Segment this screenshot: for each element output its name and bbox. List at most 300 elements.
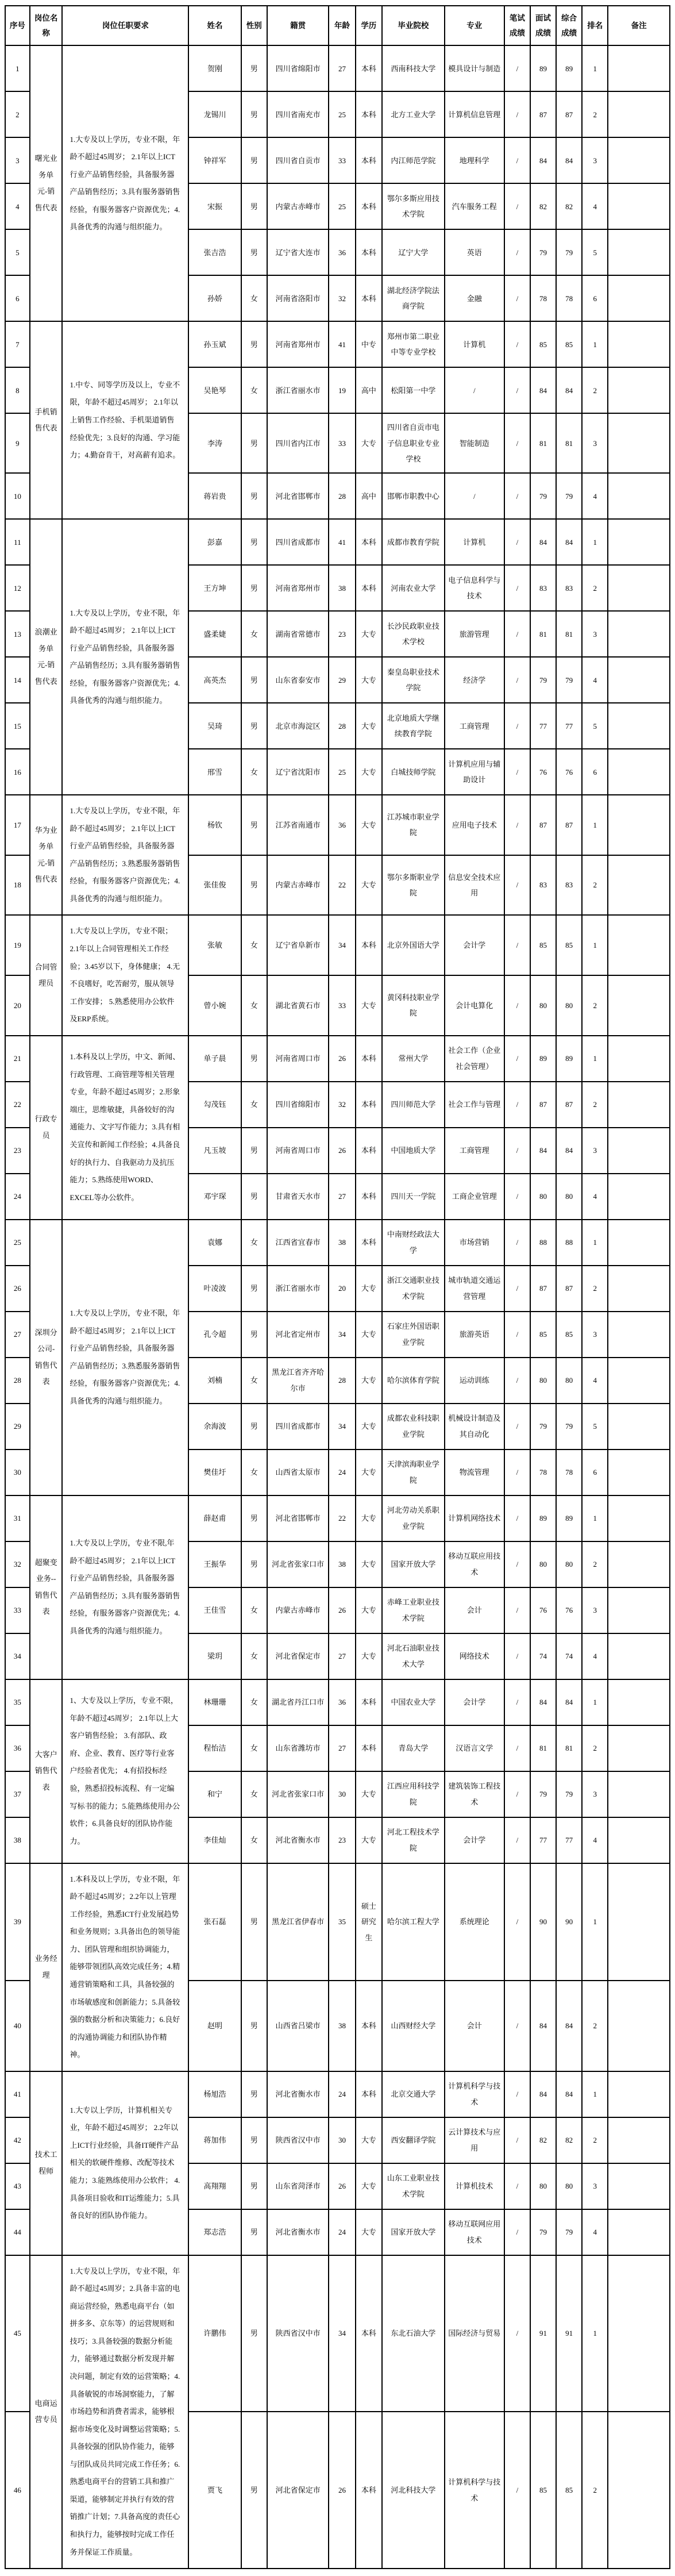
cell-name: 孔令超 — [188, 1312, 241, 1358]
cell-education: 大专 — [356, 413, 382, 473]
recruitment-results-table — [5, 5, 670, 2569]
cell-note — [608, 1679, 670, 1725]
cell-age: 28 — [329, 473, 355, 519]
cell-major: 工商管理 — [445, 1128, 504, 1174]
cell-school: 赤峰工业职业技术学院 — [382, 1587, 445, 1633]
cell-hometown: 湖北省黄石市 — [267, 975, 329, 1036]
cell-written-score: / — [504, 367, 530, 413]
cell-gender: 男 — [241, 1541, 267, 1587]
cell-rank: 2 — [582, 1082, 608, 1128]
cell-education: 本科 — [356, 1036, 382, 1082]
cell-rank: 4 — [582, 1174, 608, 1220]
cell-age: 26 — [329, 2163, 355, 2209]
cell-written-score: / — [504, 749, 530, 795]
cell-overall-score: 77 — [556, 703, 582, 749]
cell-no: 35 — [5, 1679, 30, 1725]
cell-school: 天津滨海职业学院 — [382, 1450, 445, 1495]
cell-age: 29 — [329, 657, 355, 703]
cell-age: 32 — [329, 275, 355, 321]
cell-age: 38 — [329, 1220, 355, 1266]
cell-school: 哈尔滨工程大学 — [382, 1863, 445, 1981]
cell-name: 钟祥军 — [188, 137, 241, 183]
cell-major: 物流管理 — [445, 1450, 504, 1495]
cell-education: 本科 — [356, 229, 382, 275]
cell-overall-score: 87 — [556, 795, 582, 855]
cell-interview-score: 76 — [530, 749, 556, 795]
cell-age: 34 — [329, 2255, 355, 2412]
cell-written-score: / — [504, 975, 530, 1036]
cell-rank: 3 — [582, 1771, 608, 1817]
cell-overall-score: 78 — [556, 1450, 582, 1495]
cell-education: 大专 — [356, 749, 382, 795]
cell-interview-score: 79 — [530, 657, 556, 703]
cell-interview-score: 84 — [530, 367, 556, 413]
cell-rank: 5 — [582, 229, 608, 275]
cell-education: 大专 — [356, 1771, 382, 1817]
cell-hometown: 北京市海淀区 — [267, 703, 329, 749]
cell-major: 计算机 — [445, 519, 504, 565]
cell-name: 宋振 — [188, 183, 241, 229]
cell-rank: 2 — [582, 91, 608, 137]
cell-no: 34 — [5, 1633, 30, 1679]
cell-education: 本科 — [356, 1725, 382, 1771]
cell-written-score: / — [504, 1541, 530, 1587]
cell-school: 山西财经大学 — [382, 1981, 445, 2071]
cell-education: 本科 — [356, 1174, 382, 1220]
cell-age: 28 — [329, 1358, 355, 1404]
cell-gender: 女 — [241, 1587, 267, 1633]
cell-hometown: 甘肃省天水市 — [267, 1174, 329, 1220]
cell-gender: 男 — [241, 1266, 267, 1312]
cell-interview-score: 79 — [530, 229, 556, 275]
cell-major: 工商企业管理 — [445, 1174, 504, 1220]
cell-name: 薛赵甫 — [188, 1495, 241, 1541]
cell-rank: 1 — [582, 1036, 608, 1082]
column-header: 备注 — [608, 6, 670, 45]
cell-hometown: 河北省张家口市 — [267, 1771, 329, 1817]
cell-overall-score: 78 — [556, 275, 582, 321]
cell-position: 合同管理员 — [30, 915, 63, 1035]
cell-major: / — [445, 473, 504, 519]
cell-major: 旅游管理 — [445, 611, 504, 657]
cell-note — [608, 1128, 670, 1174]
cell-name: 王佳雪 — [188, 1587, 241, 1633]
cell-major: 英语 — [445, 229, 504, 275]
cell-name: 盛柔婕 — [188, 611, 241, 657]
cell-overall-score: 85 — [556, 321, 582, 367]
cell-gender: 女 — [241, 275, 267, 321]
cell-note — [608, 1863, 670, 1981]
cell-note — [608, 1312, 670, 1358]
cell-education: 本科 — [356, 1220, 382, 1266]
cell-school: 河北工程技术学院 — [382, 1817, 445, 1863]
table-row — [5, 2255, 670, 2412]
cell-education: 大专 — [356, 1312, 382, 1358]
cell-rank: 2 — [582, 1981, 608, 2071]
cell-note — [608, 2209, 670, 2255]
cell-written-score: / — [504, 1358, 530, 1404]
cell-note — [608, 413, 670, 473]
cell-school: 江苏城市职业学院 — [382, 795, 445, 855]
column-header: 专业 — [445, 6, 504, 45]
cell-education: 本科 — [356, 45, 382, 91]
cell-gender: 男 — [241, 1128, 267, 1174]
column-header: 年龄 — [329, 6, 355, 45]
cell-age: 33 — [329, 137, 355, 183]
cell-major: 经济学 — [445, 657, 504, 703]
cell-written-score: / — [504, 183, 530, 229]
cell-interview-score: 88 — [530, 1220, 556, 1266]
cell-name: 孙玉斌 — [188, 321, 241, 367]
cell-school: 北京外国语大学 — [382, 915, 445, 975]
cell-interview-score: 82 — [530, 2117, 556, 2163]
cell-overall-score: 87 — [556, 91, 582, 137]
cell-education: 本科 — [356, 137, 382, 183]
cell-name: 单子晨 — [188, 1036, 241, 1082]
cell-rank: 1 — [582, 1679, 608, 1725]
cell-education: 大专 — [356, 703, 382, 749]
cell-school: 西南科技大学 — [382, 45, 445, 91]
cell-interview-score: 80 — [530, 1358, 556, 1404]
cell-written-score: / — [504, 1174, 530, 1220]
table-row — [5, 795, 670, 855]
cell-hometown: 湖南省常德市 — [267, 611, 329, 657]
cell-note — [608, 975, 670, 1036]
cell-no: 19 — [5, 915, 30, 975]
cell-note — [608, 2117, 670, 2163]
cell-no: 28 — [5, 1358, 30, 1404]
cell-name: 杨旭浩 — [188, 2071, 241, 2117]
cell-education: 本科 — [356, 91, 382, 137]
cell-age: 34 — [329, 1312, 355, 1358]
cell-interview-score: 74 — [530, 1633, 556, 1679]
cell-written-score: / — [504, 1220, 530, 1266]
cell-position: 华为业务单元-销售代表 — [30, 795, 63, 915]
cell-written-score: / — [504, 2117, 530, 2163]
cell-education: 高中 — [356, 367, 382, 413]
cell-name: 杨钦 — [188, 795, 241, 855]
cell-gender: 男 — [241, 473, 267, 519]
cell-overall-score: 74 — [556, 1633, 582, 1679]
cell-note — [608, 1082, 670, 1128]
cell-overall-score: 85 — [556, 1312, 582, 1358]
cell-written-score: / — [504, 1404, 530, 1450]
cell-note — [608, 915, 670, 975]
cell-major: 国际经济与贸易 — [445, 2255, 504, 2412]
cell-school: 山东工业职业技术学院 — [382, 2163, 445, 2209]
cell-major: 移动互联应用技术 — [445, 1541, 504, 1587]
cell-name: 龙锡川 — [188, 91, 241, 137]
cell-major: 社会工作（企业社会管理） — [445, 1036, 504, 1082]
cell-position: 浪潮业务单元-销售代表 — [30, 519, 63, 795]
cell-overall-score: 80 — [556, 1541, 582, 1587]
cell-name: 彭嘉 — [188, 519, 241, 565]
cell-written-score: / — [504, 1981, 530, 2071]
cell-no: 6 — [5, 275, 30, 321]
cell-note — [608, 137, 670, 183]
column-header: 姓名 — [188, 6, 241, 45]
cell-gender: 女 — [241, 367, 267, 413]
cell-note — [608, 749, 670, 795]
cell-hometown: 河南省郑州市 — [267, 321, 329, 367]
cell-education: 大专 — [356, 2163, 382, 2209]
cell-school: 浙江交通职业技术学院 — [382, 1266, 445, 1312]
cell-age: 25 — [329, 91, 355, 137]
table-row — [5, 1220, 670, 1266]
column-header: 性别 — [241, 6, 267, 45]
cell-education: 大专 — [356, 795, 382, 855]
cell-no: 5 — [5, 229, 30, 275]
cell-school: 长沙民政职业技术学校 — [382, 611, 445, 657]
cell-major: 计算机应用与辅助设计 — [445, 749, 504, 795]
cell-age: 27 — [329, 1633, 355, 1679]
cell-interview-score: 84 — [530, 1679, 556, 1725]
cell-note — [608, 1358, 670, 1404]
cell-rank: 6 — [582, 275, 608, 321]
cell-overall-score: 89 — [556, 45, 582, 91]
cell-no: 45 — [5, 2255, 30, 2412]
table-row — [5, 321, 670, 367]
cell-hometown: 河南省周口市 — [267, 1128, 329, 1174]
cell-school: 四川天一学院 — [382, 1174, 445, 1220]
cell-name: 郑志浩 — [188, 2209, 241, 2255]
cell-major: 机械设计制造及其自动化 — [445, 1404, 504, 1450]
cell-hometown: 四川省成都市 — [267, 519, 329, 565]
cell-major: 会计学 — [445, 1679, 504, 1725]
cell-gender: 男 — [241, 1495, 267, 1541]
cell-rank: 1 — [582, 1495, 608, 1541]
cell-gender: 男 — [241, 2117, 267, 2163]
cell-name: 蒋加伟 — [188, 2117, 241, 2163]
cell-name: 樊佳圩 — [188, 1450, 241, 1495]
cell-major: 会计 — [445, 1981, 504, 2071]
cell-overall-score: 85 — [556, 915, 582, 975]
cell-age: 26 — [329, 1587, 355, 1633]
cell-written-score: / — [504, 1863, 530, 1981]
cell-rank: 2 — [582, 1725, 608, 1771]
cell-position: 手机销售代表 — [30, 321, 63, 519]
cell-name: 梁玥 — [188, 1633, 241, 1679]
table-row — [5, 1036, 670, 1082]
cell-note — [608, 1541, 670, 1587]
cell-position: 曙光业务单元-销售代表 — [30, 45, 63, 321]
cell-school: 四川省自贡市电子信息职业专业学校 — [382, 413, 445, 473]
cell-major: 金融 — [445, 275, 504, 321]
cell-name: 王方坤 — [188, 565, 241, 611]
cell-rank: 2 — [582, 565, 608, 611]
cell-written-score: / — [504, 1036, 530, 1082]
cell-overall-score: 81 — [556, 611, 582, 657]
cell-no: 30 — [5, 1450, 30, 1495]
cell-gender: 男 — [241, 519, 267, 565]
cell-requirements: 1.本科及以上学历，专业不限，年龄不超过45周岁；2.2年以上管理工作经验，熟悉ICT行业发展趋势和业务规则；3.具备出色的领导能力、团队管理和组织协调能力，能够带领团队高效完成任务；4.精通营销策略和工具，具备较强的市场敏感度和创新能力；5.具备较强的数据分析和决策能力；6.良好的沟通协调能力和团队协作精神。 — [62, 1863, 188, 2071]
cell-hometown: 四川省内江市 — [267, 413, 329, 473]
cell-major: 智能制造 — [445, 413, 504, 473]
cell-name: 王振华 — [188, 1541, 241, 1587]
column-header: 笔试成绩 — [504, 6, 530, 45]
cell-no: 40 — [5, 1981, 30, 2071]
cell-requirements: 1.本科及以上学历，中文、新闻、行政管理、工商管理等相关管理专业，年龄不超过45周岁；2.形象端庄，思维敏捷，具备较好的沟通能力、文字写作能力；3.具有相关宣传和新闻工作经验；4.具备良好的执行力、自我驱动力及抗压能力；5.熟练使用WORD、EXCEL等办公软件。 — [62, 1036, 188, 1220]
cell-position: 超聚变业务--销售代表 — [30, 1495, 63, 1679]
cell-position: 电商运营专员 — [30, 2255, 63, 2569]
cell-note — [608, 1404, 670, 1450]
cell-education: 大专 — [356, 1495, 382, 1541]
cell-school: 中国地质大学 — [382, 1128, 445, 1174]
cell-hometown: 河北省衡水市 — [267, 1817, 329, 1863]
cell-gender: 男 — [241, 1312, 267, 1358]
cell-education: 高中 — [356, 473, 382, 519]
cell-overall-score: 80 — [556, 1358, 582, 1404]
cell-overall-score: 84 — [556, 1128, 582, 1174]
cell-gender: 女 — [241, 1679, 267, 1725]
cell-gender: 男 — [241, 1404, 267, 1450]
column-header: 排名 — [582, 6, 608, 45]
cell-name: 张敏 — [188, 915, 241, 975]
cell-gender: 男 — [241, 2209, 267, 2255]
cell-education: 本科 — [356, 2071, 382, 2117]
cell-note — [608, 519, 670, 565]
cell-no: 1 — [5, 45, 30, 91]
cell-gender: 女 — [241, 1358, 267, 1404]
cell-hometown: 四川省绵阳市 — [267, 1082, 329, 1128]
cell-no: 7 — [5, 321, 30, 367]
column-header: 序号 — [5, 6, 30, 45]
cell-note — [608, 367, 670, 413]
cell-no: 8 — [5, 367, 30, 413]
cell-gender: 男 — [241, 1036, 267, 1082]
cell-overall-score: 83 — [556, 855, 582, 916]
cell-education: 大专 — [356, 1266, 382, 1312]
cell-age: 36 — [329, 1679, 355, 1725]
cell-age: 32 — [329, 1082, 355, 1128]
cell-school: 北方工业大学 — [382, 91, 445, 137]
cell-school: 国家开放大学 — [382, 1541, 445, 1587]
cell-position: 行政专员 — [30, 1036, 63, 1220]
cell-school: 邯郸市职教中心 — [382, 473, 445, 519]
cell-interview-score: 77 — [530, 703, 556, 749]
column-header: 岗位名称 — [30, 6, 63, 45]
cell-gender: 男 — [241, 703, 267, 749]
cell-education: 本科 — [356, 2255, 382, 2412]
cell-overall-score: 79 — [556, 1404, 582, 1450]
cell-gender: 男 — [241, 91, 267, 137]
cell-age: 33 — [329, 413, 355, 473]
cell-age: 30 — [329, 1771, 355, 1817]
table-row — [5, 915, 670, 975]
cell-hometown: 河北省邯郸市 — [267, 473, 329, 519]
cell-age: 23 — [329, 1817, 355, 1863]
cell-gender: 女 — [241, 1450, 267, 1495]
cell-interview-score: 87 — [530, 1082, 556, 1128]
cell-education: 大专 — [356, 1541, 382, 1587]
cell-age: 38 — [329, 565, 355, 611]
cell-no: 14 — [5, 657, 30, 703]
cell-overall-score: 89 — [556, 1036, 582, 1082]
cell-name: 李佳灿 — [188, 1817, 241, 1863]
cell-rank: 6 — [582, 1450, 608, 1495]
cell-note — [608, 473, 670, 519]
column-header: 学历 — [356, 6, 382, 45]
cell-age: 34 — [329, 1404, 355, 1450]
cell-written-score: / — [504, 137, 530, 183]
cell-no: 24 — [5, 1174, 30, 1220]
cell-requirements: 1.中专、同等学历及以上，专业不限，年龄不超过45周岁； 2.1年以上销售工作经验、手机渠道销售经验优先；3.良好的沟通、学习能力；4.勤奋肯干，对高薪有追求。 — [62, 321, 188, 519]
cell-overall-score: 84 — [556, 2071, 582, 2117]
cell-note — [608, 1266, 670, 1312]
cell-rank: 3 — [582, 611, 608, 657]
cell-rank: 2 — [582, 367, 608, 413]
cell-rank: 2 — [582, 2412, 608, 2569]
cell-rank: 5 — [582, 703, 608, 749]
cell-name: 余海波 — [188, 1404, 241, 1450]
cell-note — [608, 1817, 670, 1863]
cell-age: 25 — [329, 749, 355, 795]
cell-interview-score: 84 — [530, 1981, 556, 2071]
cell-education: 大专 — [356, 1404, 382, 1450]
cell-name: 邓宇琛 — [188, 1174, 241, 1220]
cell-age: 36 — [329, 229, 355, 275]
cell-major: 模具设计与制造 — [445, 45, 504, 91]
cell-name: 凡玉坡 — [188, 1128, 241, 1174]
cell-gender: 男 — [241, 229, 267, 275]
cell-no: 32 — [5, 1541, 30, 1587]
cell-hometown: 辽宁省大连市 — [267, 229, 329, 275]
cell-overall-score: 80 — [556, 1174, 582, 1220]
cell-school: 北京地质大学继续教育学院 — [382, 703, 445, 749]
cell-overall-score: 88 — [556, 1220, 582, 1266]
cell-interview-score: 84 — [530, 519, 556, 565]
cell-age: 36 — [329, 795, 355, 855]
cell-age: 35 — [329, 1863, 355, 1981]
cell-age: 27 — [329, 1725, 355, 1771]
cell-education: 大专 — [356, 1587, 382, 1633]
cell-written-score: / — [504, 275, 530, 321]
cell-name: 高英杰 — [188, 657, 241, 703]
cell-position: 大客户销售代表 — [30, 1679, 63, 1863]
cell-name: 张佳俊 — [188, 855, 241, 916]
cell-note — [608, 1220, 670, 1266]
cell-major: 城市轨道交通运营管理 — [445, 1266, 504, 1312]
cell-education: 本科 — [356, 519, 382, 565]
cell-requirements: 1.大专及以上学历，专业不限，年龄不超过45周岁； 2.1年以上ICT行业产品销售经验，具备服务器产品销售经历；3.具有服务器销售经验，有服务器客户资源优先；4.具备优秀的沟通与组织能力。 — [62, 519, 188, 795]
column-header: 面试成绩 — [530, 6, 556, 45]
cell-overall-score: 89 — [556, 1495, 582, 1541]
cell-education: 大专 — [356, 1633, 382, 1679]
cell-age: 23 — [329, 611, 355, 657]
column-header: 籍贯 — [267, 6, 329, 45]
cell-written-score: / — [504, 1725, 530, 1771]
cell-gender: 女 — [241, 1633, 267, 1679]
cell-written-score: / — [504, 519, 530, 565]
cell-rank: 4 — [582, 2209, 608, 2255]
cell-school: 河北科技大学 — [382, 2412, 445, 2569]
cell-written-score: / — [504, 565, 530, 611]
cell-rank: 1 — [582, 1220, 608, 1266]
cell-major: 汉语言文学 — [445, 1725, 504, 1771]
cell-position: 业务经理 — [30, 1863, 63, 2071]
cell-school: 郑州市第二职业中等专业学校 — [382, 321, 445, 367]
cell-rank: 2 — [582, 1541, 608, 1587]
cell-hometown: 江苏省南通市 — [267, 795, 329, 855]
cell-education: 大专 — [356, 611, 382, 657]
cell-school: 内江师范学院 — [382, 137, 445, 183]
column-header: 综合成绩 — [556, 6, 582, 45]
cell-major: 移动互联网应用技术 — [445, 2209, 504, 2255]
cell-gender: 女 — [241, 611, 267, 657]
cell-overall-score: 85 — [556, 2412, 582, 2569]
cell-education: 本科 — [356, 275, 382, 321]
cell-interview-score: 85 — [530, 321, 556, 367]
